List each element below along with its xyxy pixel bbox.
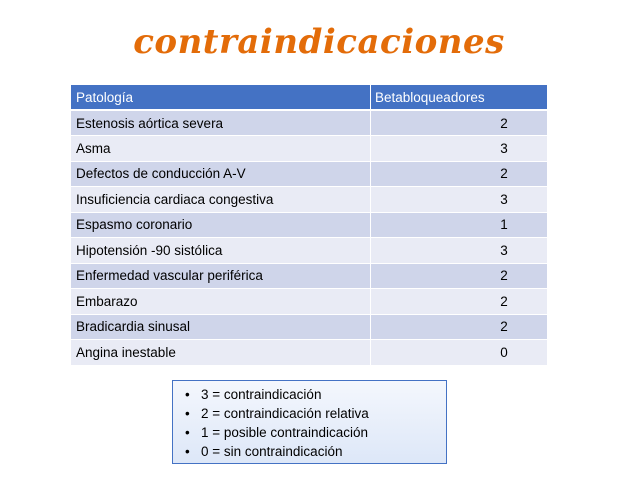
table-header-row [71, 85, 548, 111]
table-row [71, 289, 548, 315]
cell-valor: 0 [371, 340, 548, 366]
legend-box [172, 380, 447, 464]
cell-patologia: Bradicardia sinusal [71, 314, 371, 340]
bullet-icon: • [185, 425, 190, 440]
cell-patologia: Asma [71, 136, 371, 162]
legend-item-text: 0 = sin contraindicación [201, 444, 343, 459]
legend-item [185, 442, 446, 461]
cell-valor: 3 [371, 187, 548, 213]
table-row [71, 110, 548, 136]
table-row [71, 136, 548, 162]
header-patologia: Patología [71, 85, 371, 111]
cell-patologia: Hipotensión -90 sistólica [71, 238, 371, 264]
bullet-icon: • [185, 406, 190, 421]
table-row [71, 187, 548, 213]
table-row [71, 340, 548, 366]
cell-valor: 3 [371, 238, 548, 264]
bullet-icon: • [185, 387, 190, 402]
cell-valor: 1 [371, 212, 548, 238]
page-title: contraindicaciones [133, 22, 505, 62]
header-betabloqueadores: Betabloqueadores [371, 85, 548, 111]
cell-patologia: Defectos de conducción A-V [71, 161, 371, 187]
bullet-icon: • [185, 444, 190, 459]
cell-valor: 2 [371, 110, 548, 136]
legend-item-text: 1 = posible contraindicación [201, 425, 368, 440]
contraindications-table [70, 84, 548, 366]
cell-valor: 2 [371, 314, 548, 340]
table-row [71, 314, 548, 340]
cell-patologia: Espasmo coronario [71, 212, 371, 238]
table-row [71, 238, 548, 264]
legend-item [185, 404, 446, 423]
table-row [71, 212, 548, 238]
cell-patologia: Embarazo [71, 289, 371, 315]
legend-item-text: 2 = contraindicación relativa [201, 406, 369, 421]
legend-item-text: 3 = contraindicación [201, 387, 322, 402]
legend-item [185, 423, 446, 442]
cell-valor: 2 [371, 289, 548, 315]
cell-valor: 2 [371, 161, 548, 187]
legend-list [185, 385, 446, 461]
cell-patologia: Estenosis aórtica severa [71, 110, 371, 136]
cell-valor: 2 [371, 263, 548, 289]
cell-patologia: Angina inestable [71, 340, 371, 366]
table-row [71, 161, 548, 187]
cell-patologia: Insuficiencia cardiaca congestiva [71, 187, 371, 213]
cell-patologia: Enfermedad vascular periférica [71, 263, 371, 289]
legend-item [185, 385, 446, 404]
table-row [71, 263, 548, 289]
cell-valor: 3 [371, 136, 548, 162]
